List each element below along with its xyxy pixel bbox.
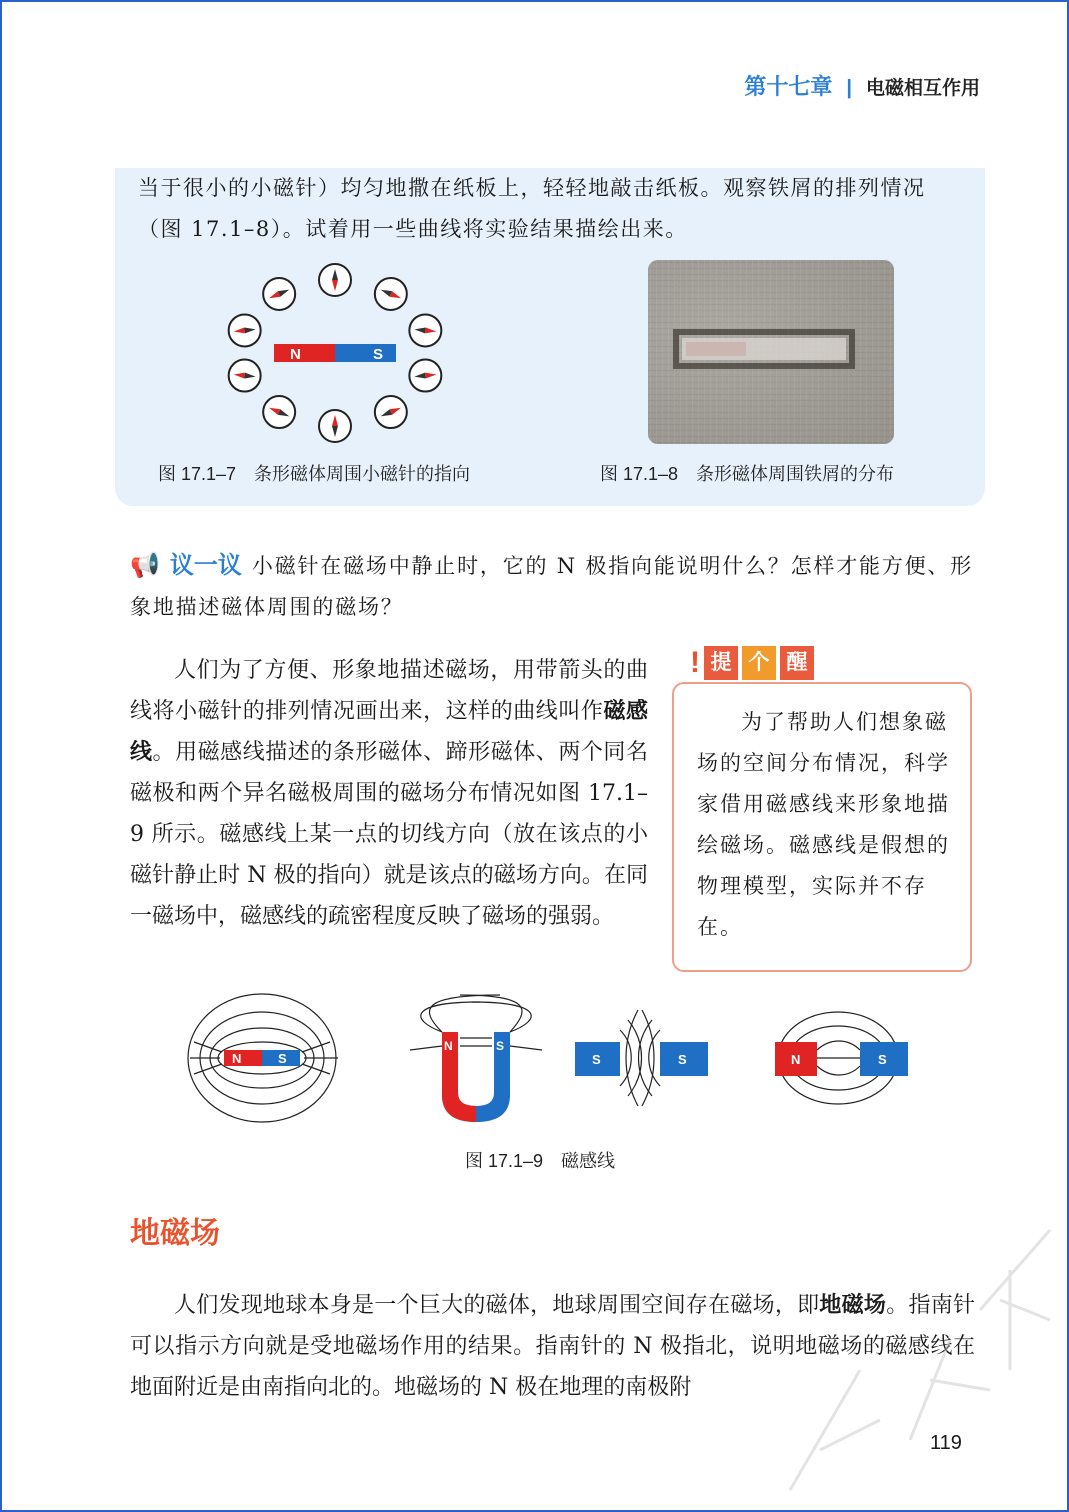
body1-text-b: 。用磁感线描述的条形磁体、蹄形磁体、两个同名磁极和两个异名磁极周围的磁场分布情况如图 17.1–9 所示。磁感线上某一点的切线方向（放在该点的小磁针静止时 N 极的指向）就是该点的磁场方向。在同一磁场中，磁感线的疏密程度反映了磁场的强弱。 [130, 740, 648, 929]
body1-term: 磁感线 [130, 698, 648, 765]
iron-filings-photo [648, 260, 894, 444]
unlike-poles-field [775, 1012, 908, 1104]
compass-icon [229, 360, 261, 392]
compass-icon [409, 314, 441, 346]
reminder-char-3: 醒 [780, 646, 814, 680]
body2-text-a: 人们发现地球本身是一个巨大的磁体，地球周围空间存在磁场，即 [174, 1293, 820, 1318]
section-title: 地磁场 [130, 1217, 220, 1250]
unlike-s-label: S [878, 1052, 887, 1067]
figure-field-lines [180, 990, 920, 1125]
compass-icon [409, 360, 441, 392]
reminder-text: 为了帮助人们想象磁场的空间分布情况，科学家借用磁感线来形象地描绘磁场。磁感线是假想的物理模型，实际并不存在。 [697, 710, 950, 939]
caption-fig-8: 图 17.1–8 条形磁体周围铁屑的分布 [600, 464, 895, 484]
caption-fig-9: 图 17.1–9 磁感线 [465, 1151, 616, 1171]
megaphone-icon: 📢 [130, 552, 160, 579]
discuss-text: 小磁针在磁场中静止时，它的 N 极指向能说明什么？怎样才能方便、形象地描述磁体周围的磁场？ [130, 554, 974, 619]
publisher-watermark [750, 1190, 1069, 1510]
like-poles-field [575, 1010, 708, 1106]
bar-magnet-field [188, 994, 338, 1122]
bar-n-label: N [232, 1051, 242, 1066]
magnet-n-pole [274, 344, 335, 362]
body2-term: 地磁场 [819, 1292, 887, 1318]
compass-icon [375, 278, 407, 310]
bar-n [224, 1050, 262, 1066]
reminder-char-1: 提 [704, 646, 738, 680]
body2-text-b: 。指南针可以指示方向就是受地磁场作用的结果。指南针的 N 极指北，说明地磁场的磁感线在地面附近是由南指向北的。地磁场的 N 极在地理的南极附 [130, 1293, 975, 1400]
reminder-title [690, 646, 818, 680]
reminder-char-2: 个 [742, 646, 776, 680]
chapter-number: 第十七章 [744, 74, 833, 99]
compass-icon [263, 278, 295, 310]
discuss-section [130, 545, 975, 628]
like-left-s-label: S [592, 1052, 601, 1067]
magnet-s-label: S [373, 346, 384, 363]
unlike-n-label: N [791, 1052, 801, 1067]
compass-icon [375, 396, 407, 428]
compass-icon [229, 314, 261, 346]
magnet-s-pole [335, 344, 396, 362]
experiment-text: 当于很小的小磁针）均匀地撒在纸板上，轻轻地敲击纸板。观察铁屑的排列情况（图 17.1–8）。试着用一些曲线将实验结果描绘出来。 [138, 176, 926, 241]
magnet-n-label: N [290, 346, 301, 363]
chapter-separator: | [846, 77, 852, 99]
discuss-label: 议一议 [169, 552, 242, 579]
horseshoe-n-label: N [444, 1039, 453, 1053]
body1-text-a: 人们为了方便、形象地描述磁场，用带箭头的曲线将小磁针的排列情况画出来，这样的曲线叫作 [130, 658, 648, 724]
page-number: 119 [930, 1432, 962, 1454]
chapter-title: 电磁相互作用 [865, 78, 980, 99]
horseshoe-magnet-field [410, 995, 542, 1122]
caption-fig-7: 图 17.1–7 条形磁体周围小磁针的指向 [158, 464, 471, 484]
chapter-header [700, 70, 980, 101]
iron-filings-image [648, 260, 894, 444]
bar-s-label: S [278, 1051, 287, 1066]
exclamation-icon: ! [690, 646, 700, 679]
body-paragraph-1 [130, 650, 648, 937]
horseshoe-s-label: S [496, 1039, 505, 1053]
compass-icon [319, 264, 351, 296]
compass-icon [263, 396, 295, 428]
compass-icon [319, 410, 351, 442]
like-right-s-label: S [678, 1052, 687, 1067]
figure-compass-diagram [210, 258, 460, 448]
